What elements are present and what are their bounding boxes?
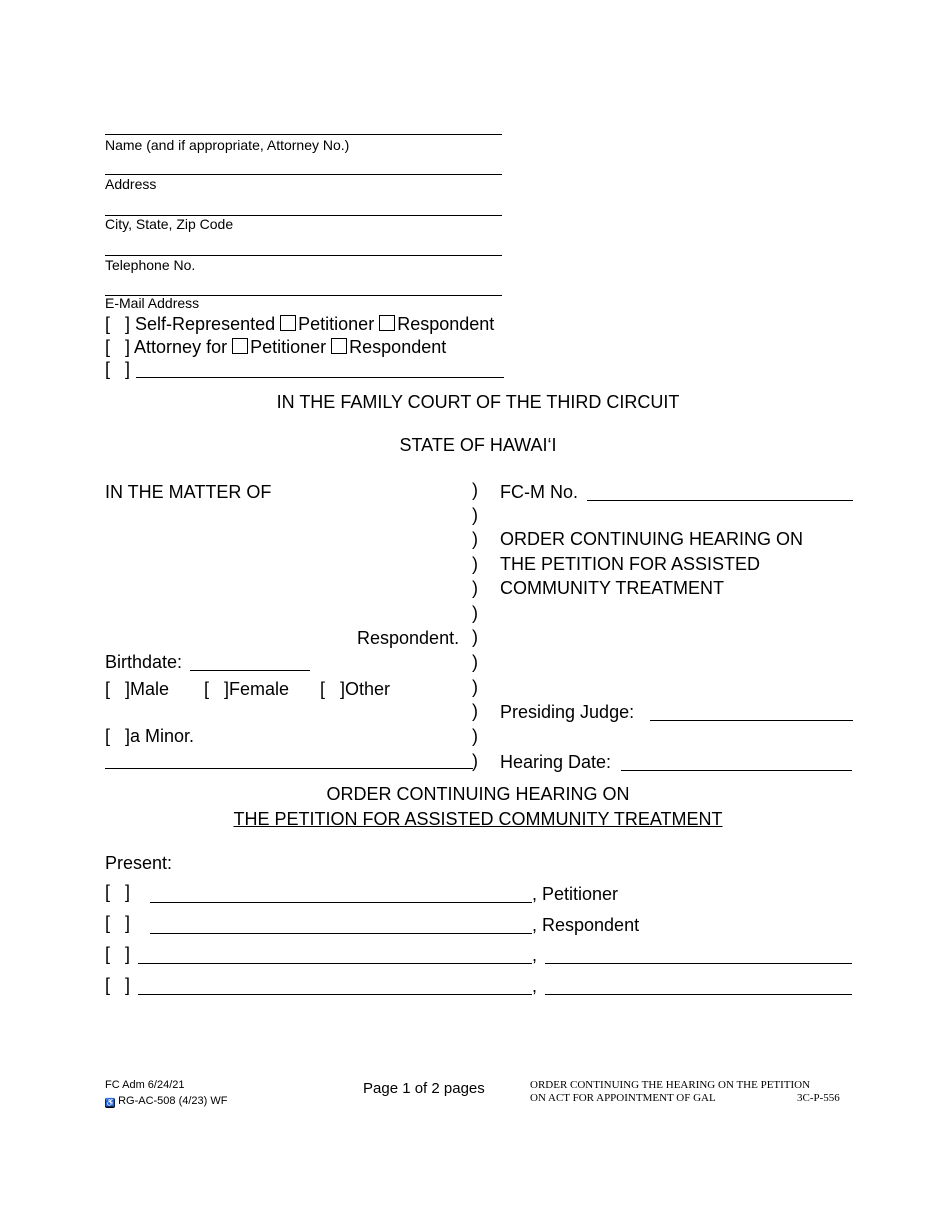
- gender-row: [105, 679, 169, 700]
- name-line[interactable]: [105, 134, 502, 135]
- self-represented-label: Self-Represented: [135, 314, 276, 334]
- present-petitioner-line[interactable]: [150, 902, 532, 903]
- present-other2-role-line[interactable]: [545, 994, 852, 995]
- male-label: Male: [130, 679, 170, 699]
- other-party-line[interactable]: [136, 377, 504, 378]
- other-checkbox[interactable]: [ ]: [320, 679, 346, 699]
- footer-right-code: 3C-P-556: [797, 1092, 840, 1104]
- in-the-matter-of: IN THE MATTER OF: [105, 482, 272, 502]
- caption-title-line2: THE PETITION FOR ASSISTED: [500, 554, 761, 574]
- present-respondent-label: , Respondent: [532, 915, 640, 935]
- present-petitioner-label: , Petitioner: [532, 884, 619, 904]
- present-other1-name-line[interactable]: [138, 963, 532, 964]
- female-label: Female: [229, 679, 290, 699]
- attorney-for-row: [105, 337, 446, 358]
- email-label: E-Mail Address: [105, 295, 200, 311]
- other-label: Other: [345, 679, 391, 699]
- self-petitioner-label: Petitioner: [298, 314, 375, 334]
- caption-paren: ): [472, 554, 478, 574]
- name-label: Name (and if appropriate, Attorney No.): [105, 137, 350, 153]
- accessibility-icon: ♿: [105, 1098, 115, 1107]
- other-party-bracket[interactable]: [ ]: [105, 359, 131, 379]
- caption-paren: ): [472, 578, 478, 598]
- present-other1-checkbox[interactable]: [ ]: [105, 944, 131, 964]
- caption-paren: ): [472, 726, 478, 746]
- phone-line[interactable]: [105, 255, 502, 256]
- male-checkbox[interactable]: [ ]: [105, 679, 131, 699]
- attorney-petitioner-checkbox[interactable]: [232, 338, 248, 354]
- caption-paren: ): [472, 505, 478, 525]
- attorney-for-label: Attorney for: [134, 337, 228, 357]
- caption-bottom-line: [105, 768, 473, 769]
- presiding-judge-line[interactable]: [650, 720, 853, 721]
- caption-paren: ): [472, 627, 478, 647]
- minor-checkbox[interactable]: [ ]: [105, 726, 131, 746]
- caption-paren: ): [472, 701, 478, 721]
- footer-page-number: Page 1 of 2 pages: [363, 1080, 485, 1097]
- caption-title-line3: COMMUNITY TREATMENT: [500, 578, 724, 598]
- present-other1-comma: ,: [532, 945, 538, 965]
- self-respondent-label: Respondent: [397, 314, 495, 334]
- address-label: Address: [105, 176, 157, 192]
- present-petitioner-checkbox[interactable]: [ ]: [105, 882, 131, 902]
- footer-form-no-row: [105, 1095, 227, 1108]
- self-represented-bracket[interactable]: [ ]: [105, 314, 131, 334]
- attorney-for-bracket[interactable]: [ ]: [105, 337, 131, 357]
- present-other1-role-line[interactable]: [545, 963, 852, 964]
- footer-right-line1: ORDER CONTINUING THE HEARING ON THE PETITION: [530, 1079, 811, 1091]
- court-state: STATE OF HAWAI‘I: [399, 435, 557, 455]
- hearing-date-line[interactable]: [621, 770, 852, 771]
- respondent-label: Respondent.: [357, 628, 460, 648]
- caption-paren: ): [472, 480, 478, 500]
- order-title-line2: THE PETITION FOR ASSISTED COMMUNITY TREATMENT: [233, 809, 723, 829]
- caption-paren: ): [472, 603, 478, 623]
- minor-row: [105, 726, 194, 747]
- caption-paren: ): [472, 677, 478, 697]
- footer-form-adm: FC Adm 6/24/21: [105, 1079, 185, 1091]
- fcm-no-label: FC-M No.: [500, 482, 578, 502]
- caption-paren: ): [472, 751, 478, 771]
- attorney-respondent-label: Respondent: [349, 337, 447, 357]
- birthdate-label: Birthdate:: [105, 652, 183, 672]
- caption-paren: ): [472, 529, 478, 549]
- city-label: City, State, Zip Code: [105, 216, 234, 232]
- self-petitioner-checkbox[interactable]: [280, 315, 296, 331]
- hearing-date-label: Hearing Date:: [500, 752, 612, 772]
- minor-label: a Minor.: [130, 726, 195, 746]
- court-name: IN THE FAMILY COURT OF THE THIRD CIRCUIT: [276, 392, 680, 412]
- footer-form-no: RG-AC-508 (4/23) WF: [118, 1095, 228, 1107]
- attorney-respondent-checkbox[interactable]: [331, 338, 347, 354]
- present-other2-name-line[interactable]: [138, 994, 532, 995]
- footer-right-line2: ON ACT FOR APPOINTMENT OF GAL: [530, 1092, 716, 1104]
- attorney-petitioner-label: Petitioner: [250, 337, 327, 357]
- present-respondent-line[interactable]: [150, 933, 532, 934]
- present-other2-checkbox[interactable]: [ ]: [105, 975, 131, 995]
- present-other2-comma: ,: [532, 976, 538, 996]
- self-respondent-checkbox[interactable]: [379, 315, 395, 331]
- presiding-judge-label: Presiding Judge:: [500, 702, 635, 722]
- self-represented-row: [105, 314, 494, 335]
- birthdate-line[interactable]: [190, 670, 310, 671]
- phone-label: Telephone No.: [105, 257, 196, 273]
- address-line[interactable]: [105, 174, 502, 175]
- present-label: Present:: [105, 853, 173, 873]
- fcm-no-line[interactable]: [587, 500, 853, 501]
- present-respondent-checkbox[interactable]: [ ]: [105, 913, 131, 933]
- other-option: [320, 679, 390, 700]
- caption-paren: ): [472, 652, 478, 672]
- female-option: [204, 679, 289, 700]
- caption-title-line1: ORDER CONTINUING HEARING ON: [500, 529, 804, 549]
- female-checkbox[interactable]: [ ]: [204, 679, 230, 699]
- order-title-line1: ORDER CONTINUING HEARING ON: [326, 784, 630, 804]
